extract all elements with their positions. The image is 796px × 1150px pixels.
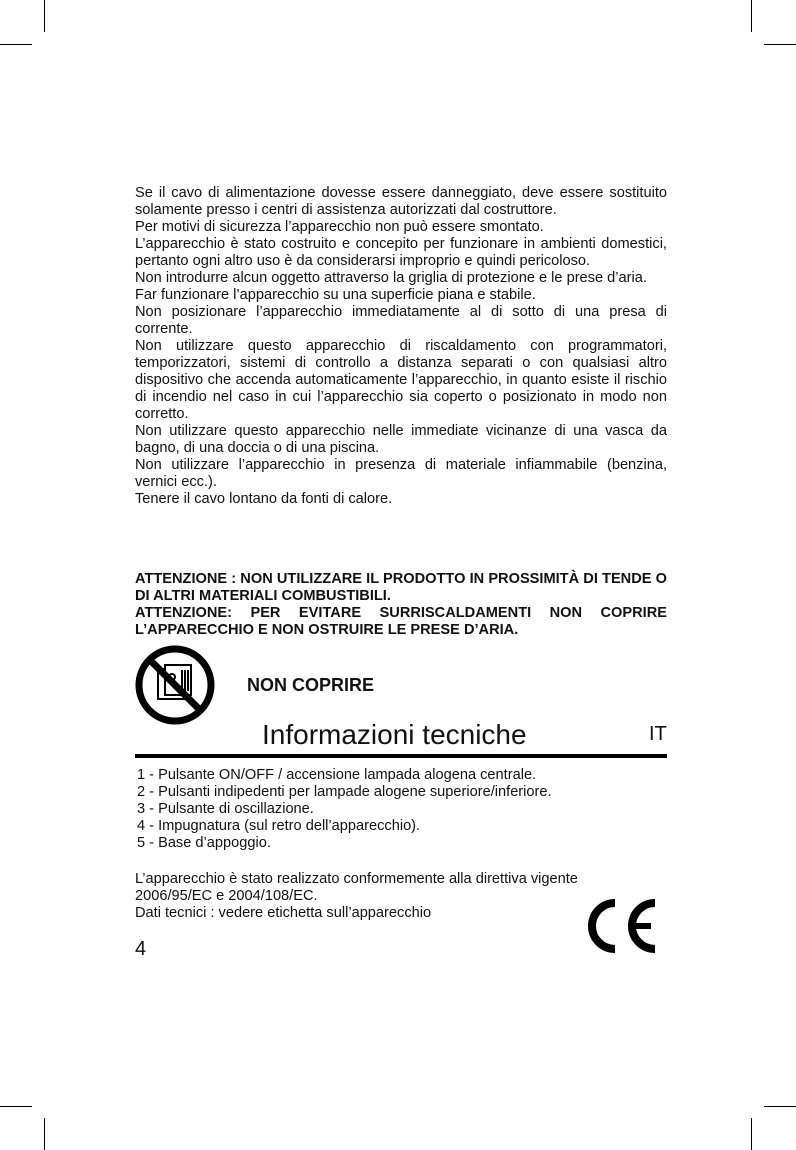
warning-text: ATTENZIONE: PER EVITARE SURRISCALDAMENTI NON COPRIRE L’APPARECCHIO E NON OSTRUIRE LE PRESE D’ARIA. xyxy=(135,605,667,638)
ce-mark-icon xyxy=(585,899,661,953)
no-cover-label: NON COPRIRE xyxy=(247,675,375,695)
safety-paragraph: Per motivi di sicurezza l’apparecchio non può essere smontato. xyxy=(135,219,544,235)
section-title: Informazioni tecniche xyxy=(262,719,527,750)
spec-item: 4 - Impugnatura (sul retro dell’apparecchio). xyxy=(137,818,421,834)
warning-text: ATTENZIONE : NON UTILIZZARE IL PRODOTTO IN PROSSIMITÀ DI TENDE O DI ALTRI MATERIALI COMBUSTIBILI. xyxy=(135,571,667,604)
crop-mark xyxy=(0,44,32,45)
conformity-line: L’apparecchio è stato realizzato conformemente alla direttiva vigente xyxy=(135,871,578,887)
crop-mark xyxy=(751,0,752,32)
warning-block xyxy=(135,571,667,639)
language-code: IT xyxy=(649,723,667,745)
conformity-line: 2006/95/EC e 2004/108/EC. xyxy=(135,888,318,904)
safety-paragraph: L’apparecchio è stato costruito e concepito per funzionare in ambienti domestici, pertanto ogni altro uso è da considerarsi improprio e quindi pericoloso. xyxy=(135,236,667,269)
page-number: 4 xyxy=(135,938,147,960)
conformity-statement xyxy=(135,871,655,922)
crop-mark xyxy=(764,1106,796,1107)
safety-paragraph: Non introdurre alcun oggetto attraverso la griglia di protezione e le prese d’aria. xyxy=(135,270,647,286)
spec-list xyxy=(137,767,657,852)
crop-mark xyxy=(0,1106,32,1107)
safety-paragraph: Se il cavo di alimentazione dovesse essere danneggiato, deve essere sostituito solamente presso i centri di assistenza autorizzati dal costruttore. xyxy=(135,185,667,218)
crop-mark xyxy=(764,44,796,45)
safety-instructions xyxy=(135,185,667,508)
safety-paragraph: Non utilizzare questo apparecchio nelle immediate vicinanze di una vasca da bagno, di una doccia o di una piscina. xyxy=(135,423,667,456)
safety-paragraph: Non utilizzare l’apparecchio in presenza di materiale infiammabile (benzina, vernici ecc.). xyxy=(135,457,667,490)
spec-item: 2 - Pulsanti indipedenti per lampade alogene superiore/inferiore. xyxy=(137,784,552,800)
no-cover-icon xyxy=(135,645,215,725)
crop-mark xyxy=(751,1118,752,1150)
safety-paragraph: Non posizionare l’apparecchio immediatamente al di sotto di una presa di corrente. xyxy=(135,304,667,337)
spec-item: 3 - Pulsante di oscillazione. xyxy=(137,801,314,817)
safety-paragraph: Non utilizzare questo apparecchio di riscaldamento con programmatori, temporizzatori, sistemi di controllo a distanza separati o con qualsiasi altro dispositivo che accenda automaticamente l’apparecchio, in quanto esiste il rischio di incendio nel caso in cui l’apparecchio sia coperto o posizionato in modo non corretto. xyxy=(135,338,667,422)
spec-item: 5 - Base d’appoggio. xyxy=(137,835,271,851)
safety-paragraph: Far funzionare l’apparecchio su una superficie piana e stabile. xyxy=(135,287,536,303)
crop-mark xyxy=(44,0,45,32)
crop-mark xyxy=(44,1118,45,1150)
section-divider xyxy=(135,754,667,758)
technical-data-line: Dati tecnici : vedere etichetta sull’apparecchio xyxy=(135,905,432,921)
spec-item: 1 - Pulsante ON/OFF / accensione lampada alogena centrale. xyxy=(137,767,537,783)
safety-paragraph: Tenere il cavo lontano da fonti di calore. xyxy=(135,491,393,507)
